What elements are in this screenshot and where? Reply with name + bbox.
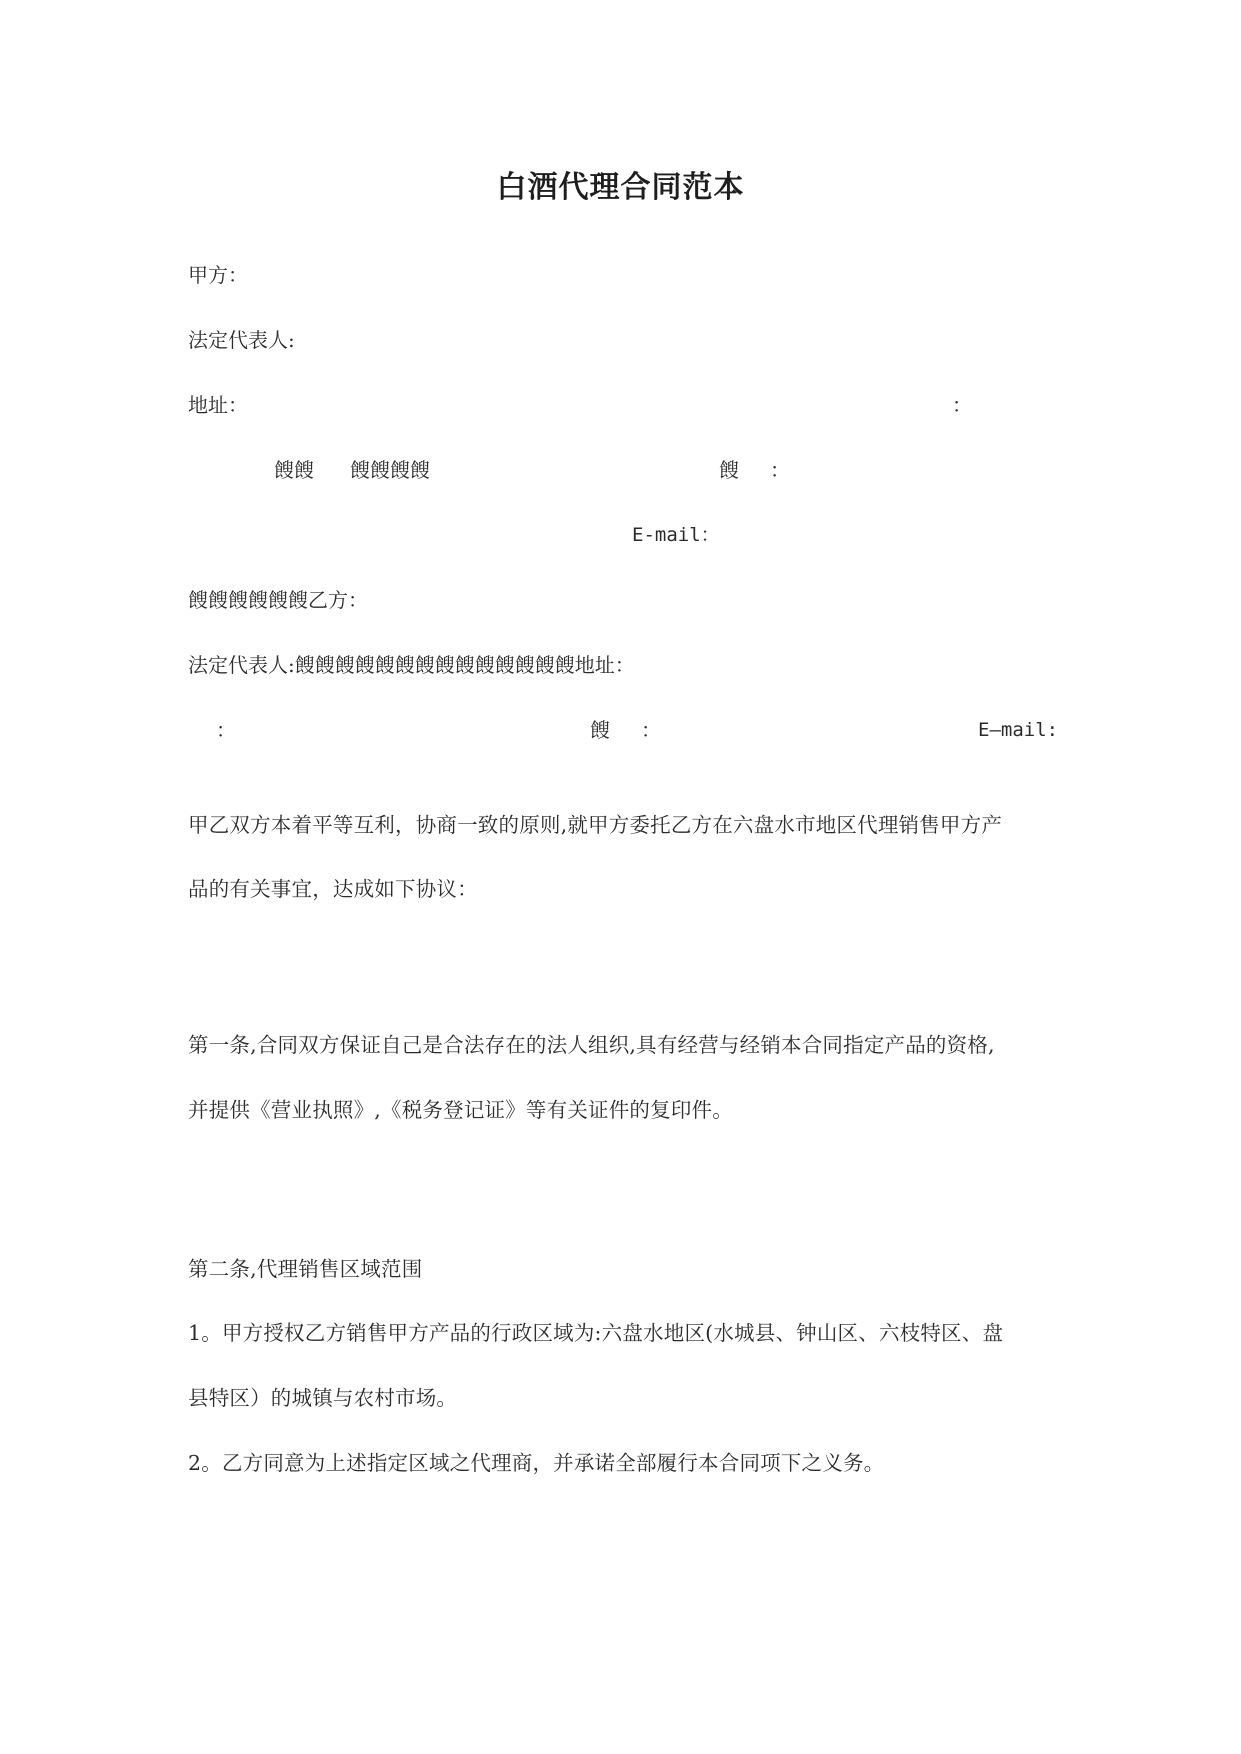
party-a-garbled-3: 餿 bbox=[719, 458, 739, 482]
article-1-line-2: 并提供《营业执照》,《税务登记证》等有关证件的复印件。 bbox=[188, 1098, 733, 1122]
article-2-item-2: 2。乙方同意为上述指定区域之代理商，并承诺全部履行本合同项下之义务。 bbox=[188, 1451, 885, 1475]
intro-line-1: 甲乙双方本着平等互利，协商一致的原则,就甲方委托乙方在六盘水市地区代理销售甲方产 bbox=[188, 813, 1003, 837]
party-a-address-label: 地址： bbox=[188, 393, 248, 417]
party-a-legal-rep-label: 法定代表人: bbox=[188, 328, 295, 352]
party-b-legal-rep-line: 法定代表人:餿餿餿餿餿餿餿餿餿餿餿餿餿餿地址： bbox=[188, 653, 635, 677]
intro-line-2: 品的有关事宜，达成如下协议： bbox=[188, 877, 478, 901]
party-a-address-colon: ： bbox=[952, 393, 972, 417]
article-2-heading: 第二条,代理销售区域范围 bbox=[188, 1257, 423, 1281]
party-a-garbled-1: 餿餿 bbox=[274, 458, 314, 482]
party-a-label: 甲方： bbox=[188, 263, 248, 287]
article-2-item-1-line-2: 县特区）的城镇与农村市场。 bbox=[188, 1386, 458, 1410]
article-1-line-1: 第一条,合同双方保证自己是合法存在的法人组织,具有经营与经销本合同指定产品的资格, bbox=[188, 1033, 995, 1057]
party-a-garbled-2: 餿餿餿餿 bbox=[350, 458, 430, 482]
party-a-colon-2: ： bbox=[770, 458, 790, 482]
party-b-label: 餿餿餿餿餿餿乙方： bbox=[188, 588, 368, 612]
party-b-colon-2: ： bbox=[641, 718, 661, 742]
document-title: 白酒代理合同范本 bbox=[496, 170, 745, 205]
party-b-email-label: E—mail: bbox=[978, 719, 1059, 741]
party-a-email-label: E-mail： bbox=[632, 524, 720, 546]
party-b-colon-1: ： bbox=[216, 718, 236, 742]
article-2-item-1-line-1: 1。甲方授权乙方销售甲方产品的行政区域为:六盘水地区(水城县、钟山区、六枝特区、盘 bbox=[188, 1321, 1004, 1345]
party-b-garbled: 餿 bbox=[590, 718, 610, 742]
